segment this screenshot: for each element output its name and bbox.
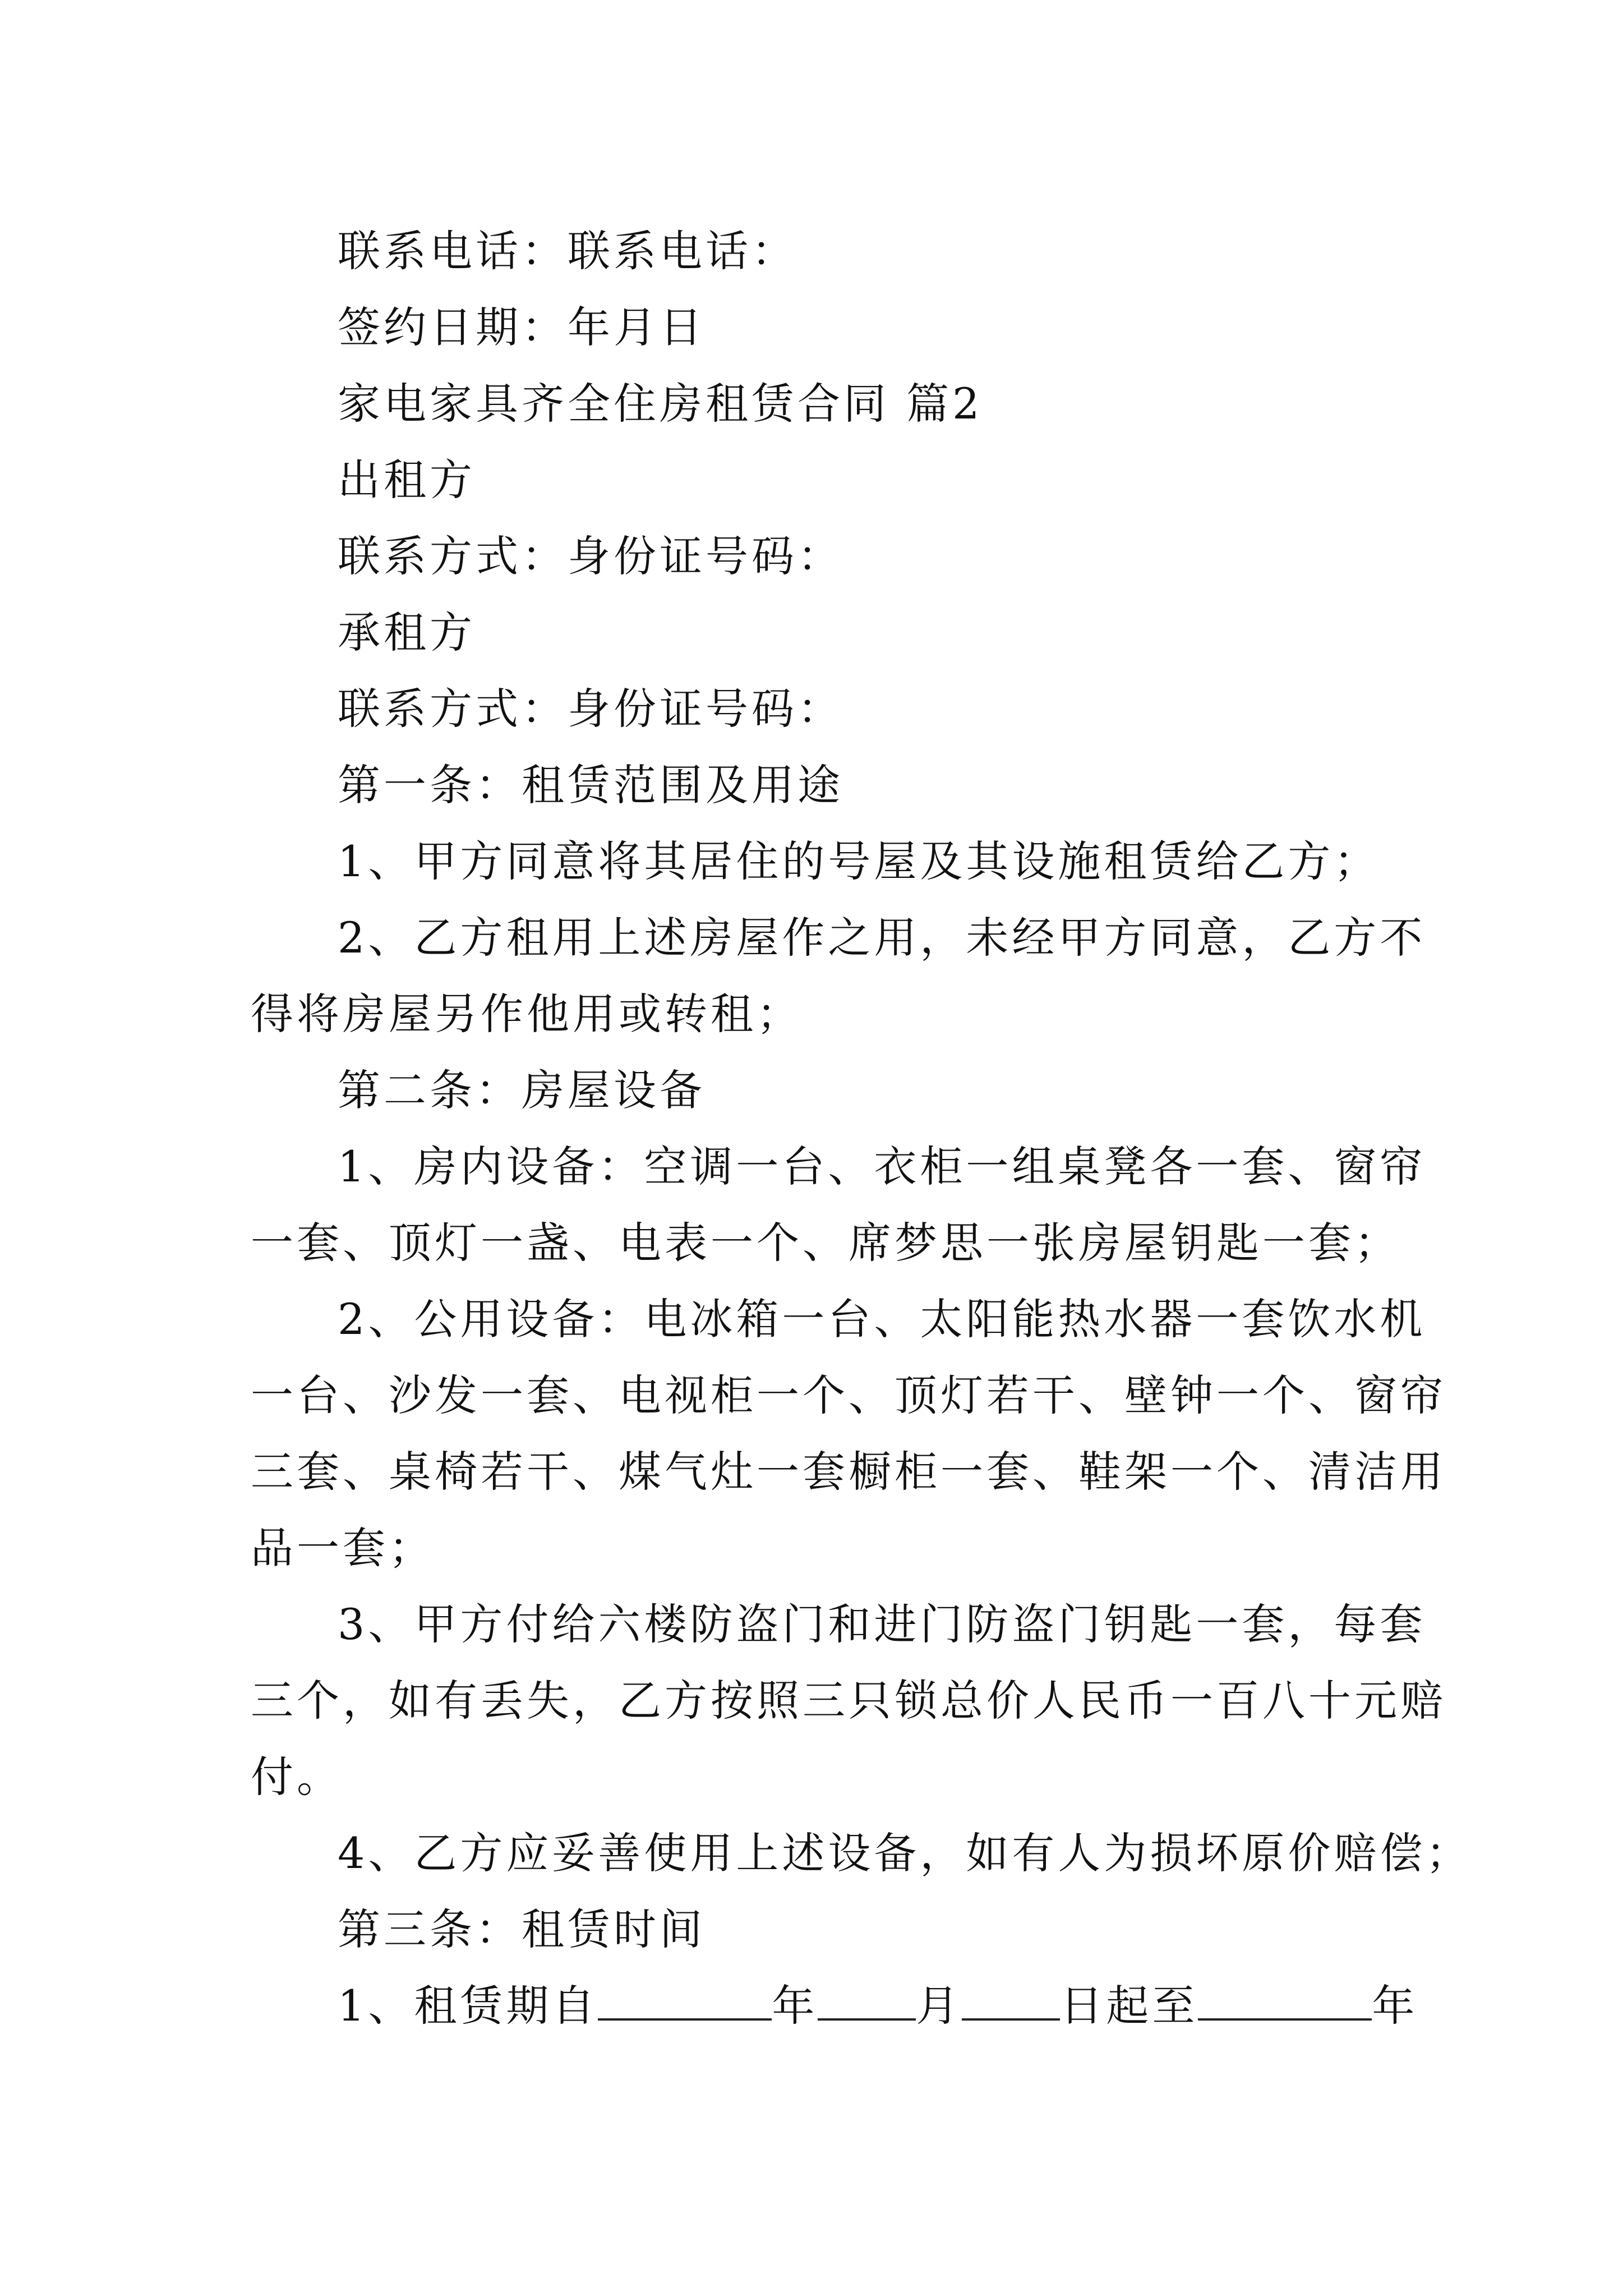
- document-body: [251, 213, 1472, 2044]
- text-line: 三个，如有丢失，乙方按照三只锁总价人民币一百八十元赔: [251, 1676, 1446, 1726]
- blank-underline: [598, 1979, 772, 2021]
- text-line: 3、甲方付给六楼防盗门和进门防盗门钥匙一套，每套: [338, 1599, 1426, 1649]
- text-line: 1、房内设备：空调一台、衣柜一组桌凳各一套、窗帘: [338, 1142, 1426, 1191]
- article-heading: 第一条：租赁范围及用途: [338, 760, 843, 810]
- blank-underline: [818, 1979, 916, 2021]
- text-line: 付。: [251, 1752, 343, 1802]
- text-line: 2、乙方租用上述房屋作之用，未经甲方同意，乙方不: [338, 913, 1426, 963]
- text-line: 一台、沙发一套、电视柜一个、顶灯若干、壁钟一个、窗帘: [251, 1370, 1446, 1420]
- text-line: 出租方: [338, 455, 476, 505]
- blank-underline: [1198, 1979, 1372, 2021]
- lease-period-line: [251, 1968, 1418, 2044]
- text-line: 签约日期：年月日: [338, 302, 706, 352]
- text-line: 联系方式：身份证号码：: [338, 684, 843, 734]
- day-label: 日起至: [1060, 1981, 1198, 2031]
- month-label: 月: [916, 1981, 962, 2031]
- text-line: 承租方: [338, 608, 476, 657]
- lease-period-prefix: 1、租赁期自: [338, 1981, 598, 2031]
- text-line: 一套、顶灯一盏、电表一个、席梦思一张房屋钥匙一套；: [251, 1218, 1400, 1268]
- text-line: 1、甲方同意将其居住的号屋及其设施租赁给乙方；: [338, 836, 1380, 886]
- text-line: 得将房屋另作他用或转租；: [251, 989, 803, 1039]
- article-heading: 第二条：房屋设备: [338, 1065, 706, 1115]
- blank-underline: [962, 1979, 1060, 2021]
- text-line: 品一套；: [251, 1523, 435, 1573]
- section-heading: 家电家具齐全住房租赁合同 篇2: [338, 379, 983, 429]
- year-label: 年: [772, 1981, 818, 2031]
- text-line: 联系电话：联系电话：: [338, 226, 797, 276]
- text-line: 4、乙方应妥善使用上述设备，如有人为损坏原价赔偿；: [338, 1828, 1472, 1878]
- text-line: 2、公用设备：电冰箱一台、太阳能热水器一套饮水机: [338, 1294, 1426, 1344]
- year-label: 年: [1372, 1981, 1418, 2031]
- text-line: 联系方式：身份证号码：: [338, 531, 843, 581]
- article-heading: 第三条：租赁时间: [338, 1904, 706, 1954]
- text-line: 三套、桌椅若干、煤气灶一套橱柜一套、鞋架一个、清洁用: [251, 1447, 1446, 1497]
